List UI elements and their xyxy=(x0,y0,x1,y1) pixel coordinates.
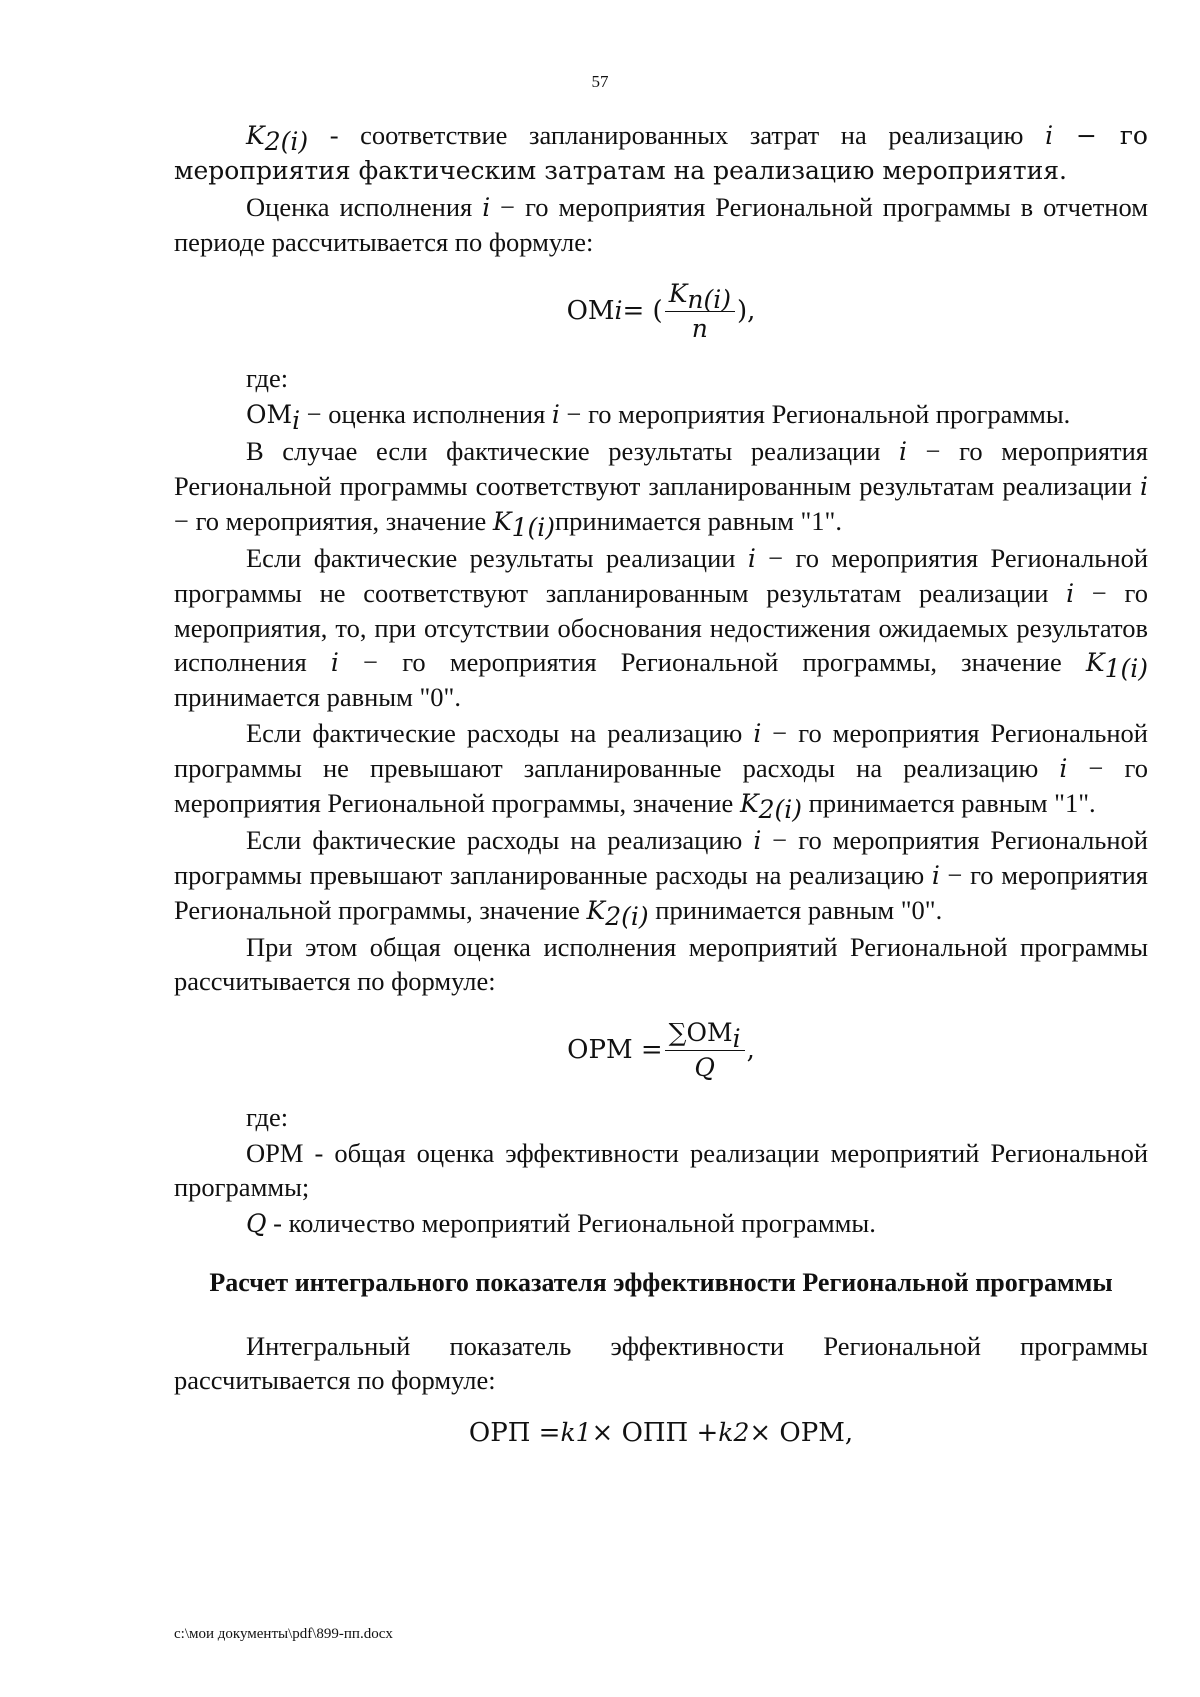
p2-text-c: − го мероприятия, значение xyxy=(174,506,493,536)
p2-text-d: принимается равным "1". xyxy=(555,506,842,536)
f1-fraction xyxy=(665,279,735,344)
f3-k2: k xyxy=(718,1418,734,1447)
paragraph-k1-equal-0 xyxy=(174,541,1148,714)
f3-text-a: ОРП = xyxy=(468,1418,561,1448)
f1-denominator: n xyxy=(691,313,708,343)
p4-text-d: принимается равным "1". xyxy=(802,788,1096,818)
where-label-1: где: xyxy=(246,363,289,393)
orm-definition: ОРМ - общая оценка эффективности реализации мероприятий Региональной программы; xyxy=(174,1138,1148,1202)
p4-text-b: − го мероприятия Региональной программы не превышают запланированные расходы на реализацию xyxy=(174,718,1148,783)
formula-orm xyxy=(174,1006,1148,1094)
p5-text-a: Если фактические расходы на реализацию xyxy=(246,825,754,855)
p2-text-a: В случае если фактические результаты реализации xyxy=(246,436,899,466)
p5-k: K xyxy=(586,896,606,925)
paragraph-k2-equal-1 xyxy=(174,716,1148,824)
p3-i3: i xyxy=(330,648,339,677)
om-def-symbol: ОМ xyxy=(246,400,293,429)
p1-text-a: Оценка исполнения xyxy=(246,192,483,222)
p5-text-d: принимается равным "0". xyxy=(648,895,943,925)
p5-i2: i xyxy=(931,861,940,890)
p2-i2: i xyxy=(1140,472,1148,501)
paragraph-k1-equal-1 xyxy=(174,434,1148,542)
paragraph-om-intro xyxy=(174,190,1148,259)
k2-def-text-2: − го мероприятия фактическим затратам на реализацию мероприятия. xyxy=(174,121,1148,185)
f3-text-c: × ОРМ, xyxy=(749,1418,854,1448)
p4-text-c: − го мероприятия Региональной программы, значение xyxy=(174,753,1148,818)
p3-text-e: принимается равным "0". xyxy=(174,682,461,712)
p3-text-b: − го мероприятия Региональной программы не соответствуют запланированным результатам реализации xyxy=(174,543,1148,608)
f1-eq: = ( xyxy=(622,296,663,326)
p2-k: K xyxy=(492,507,512,536)
k2-symbol: K xyxy=(246,121,265,150)
om-def-text-2: − го мероприятия Региональной программы. xyxy=(559,399,1071,429)
f2-num-sub: i xyxy=(732,1023,741,1053)
p5-text-c: − го мероприятия Региональной программы, значение xyxy=(174,860,1148,925)
p4-text-a: Если фактические расходы на реализацию xyxy=(246,718,754,748)
footer-file-path: c:\мои документы\pdf\899-пп.docx xyxy=(174,1626,393,1642)
q-def-text: - количество мероприятий Региональной программы. xyxy=(266,1208,876,1238)
om-def-text-1: − оценка исполнения xyxy=(300,399,552,429)
k2-definition xyxy=(174,118,1148,188)
page-number: 57 xyxy=(591,72,609,91)
p1-i: i xyxy=(482,193,491,222)
p5-i: i xyxy=(753,826,762,855)
f1-tail: ), xyxy=(737,296,756,326)
q-def-symbol: Q xyxy=(246,1209,267,1238)
f2-lhs: ОРМ = xyxy=(567,1035,663,1065)
f3-k1: k xyxy=(560,1418,576,1447)
section-heading: Расчет интегрального показателя эффективности Региональной программы xyxy=(209,1268,1113,1297)
p2-text-b: − го мероприятия Региональной программы соответствуют запланированным результатам реализации xyxy=(174,436,1148,501)
p4-k: K xyxy=(739,789,759,818)
p1-text-b: − го мероприятия Региональной программы в отчетном периоде рассчитывается по формуле: xyxy=(174,192,1148,257)
p3-text-d: − го мероприятия Региональной программы, значение xyxy=(338,647,1086,677)
k2-subscript: 2(i) xyxy=(264,127,309,156)
k2-def-text-1: - соответствие запланированных затрат на реализацию xyxy=(308,120,1046,150)
f1-num-symbol: K xyxy=(668,278,688,308)
formula-om: ОМ i = ( $\frac{K_{n(i)}}{n}$ ), xyxy=(566,278,756,343)
f2-denominator: Q xyxy=(694,1052,715,1082)
document-body xyxy=(174,118,1148,1467)
f3-text-b: × ОПП + xyxy=(591,1418,719,1448)
p4-i: i xyxy=(753,719,762,748)
om-definition xyxy=(174,397,1148,435)
p3-text-c: − го мероприятия, то, при отсутствии обоснования недостижения ожидаемых результатов исполнения xyxy=(174,578,1148,677)
p4-i2: i xyxy=(1059,754,1068,783)
paragraph-orp-intro: Интегральный показатель эффективности Региональной программы рассчитывается по формуле: xyxy=(174,1331,1148,1395)
paragraph-orm-intro: При этом общая оценка исполнения мероприятий Региональной программы рассчитывается по формуле: xyxy=(174,932,1148,996)
p2-i: i xyxy=(899,437,907,466)
where-label-2: где: xyxy=(246,1102,289,1132)
om-def-i: i xyxy=(551,400,560,429)
p3-text-a: Если фактические результаты реализации xyxy=(246,543,748,573)
p3-k: K xyxy=(1085,648,1105,677)
f2-numerator: ∑ОМ xyxy=(668,1017,733,1047)
f1-num-sub: n(i) xyxy=(687,284,731,314)
p4-k-sub: 2(i) xyxy=(758,795,803,824)
p3-k-sub: 1(i) xyxy=(1104,654,1149,683)
p5-k-sub: 2(i) xyxy=(605,902,649,931)
q-definition xyxy=(174,1206,1148,1241)
paragraph-k2-equal-0 xyxy=(174,823,1148,931)
formula-orp: ОРП = k 1 × ОПП + k 2 × ОРМ, xyxy=(468,1418,854,1448)
k2-def-i: i xyxy=(1045,121,1054,150)
p3-i2: i xyxy=(1066,579,1075,608)
om-def-sub: i xyxy=(292,406,301,435)
f2-fraction xyxy=(665,1018,745,1083)
f1-lhs: ОМ xyxy=(566,296,615,326)
p5-text-b: − го мероприятия Региональной программы превышают запланированные расходы на реализацию xyxy=(174,825,1148,890)
p3-i: i xyxy=(747,544,756,573)
p2-k-sub: 1(i) xyxy=(511,513,555,542)
f2-tail: , xyxy=(746,1035,755,1065)
